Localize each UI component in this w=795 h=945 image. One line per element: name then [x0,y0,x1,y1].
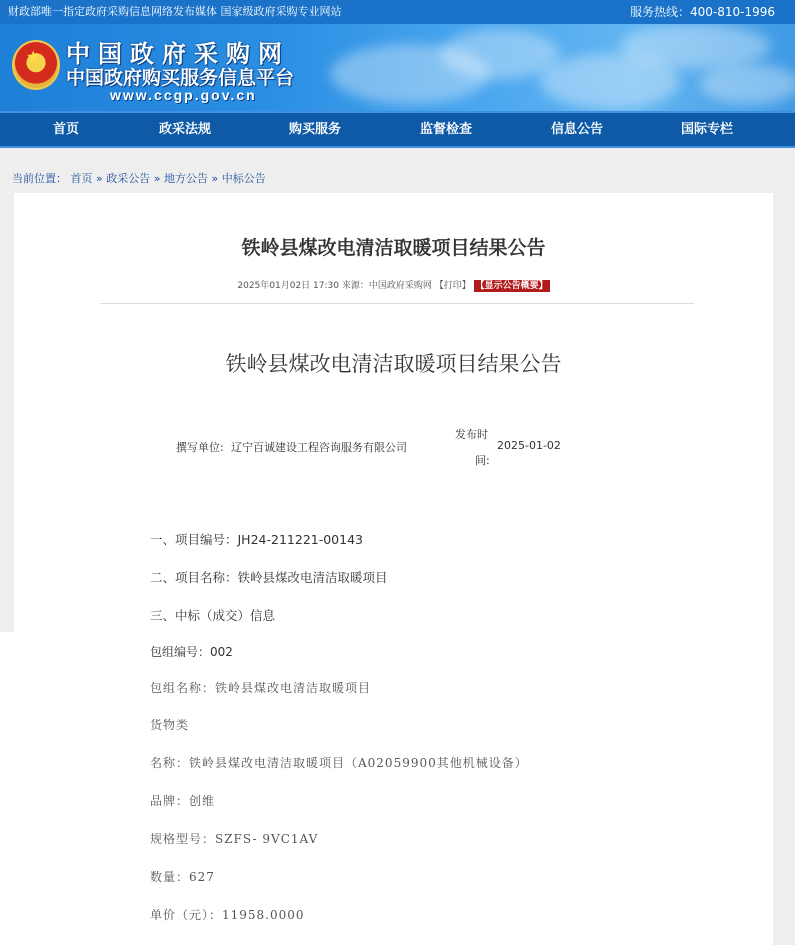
breadcrumb-local-notice[interactable]: 地方公告 [163,172,208,185]
service-hotline: 服务热线：400-810-1996 [629,5,775,19]
award-info-heading: 三、中标（成交）信息 [150,608,276,623]
goods-unit-price: 单价（元）：11958.0000 [150,908,305,922]
goods-brand: 品牌：创维 [150,794,216,808]
author-label: 撰写单位: [176,441,224,454]
project-name: 二、项目名称：铁岭县煤改电清洁取暖项目 [150,570,388,585]
top-bar-tagline: 财政部唯一指定政府采购信息网络发布媒体 国家级政府采购专业网站 [8,5,342,18]
goods-name: 名称：铁岭县煤改电清洁取暖项目（A02059900其他机械设备） [150,756,528,770]
national-emblem-icon: ★ [12,40,60,90]
breadcrumb-prefix: 当前位置： [12,172,67,185]
package-number: 包组编号：002 [150,645,233,659]
breadcrumb-sep: » [207,172,222,185]
breadcrumb-sep: » [150,172,164,185]
goods-quantity: 数量：627 [150,870,215,884]
nav-item-home[interactable]: 首页 [52,122,79,137]
package-name: 包组名称：铁岭县煤改电清洁取暖项目 [150,681,372,695]
article-meta-text: 2025年01月02日 17:30 来源：中国政府采购网 【打印】 [237,281,471,291]
publish-date-value: 2025-01-02 [497,439,561,452]
publish-date-label-line1: 发布时 [455,428,488,441]
show-summary-button[interactable]: 【显示公告概要】 [475,281,548,291]
site-logo-title[interactable]: 中国政府采购网 [66,40,290,68]
nav-item-supervision[interactable]: 监督检查 [419,122,472,137]
main-nav [0,111,795,148]
site-banner [0,24,795,111]
article-panel [14,193,773,945]
site-logo-subtitle: 中国政府购买服务信息平台 [66,67,295,89]
breadcrumb-award-notice[interactable]: 中标公告 [221,172,266,185]
article-meta [14,278,773,291]
nav-item-international[interactable]: 国际专栏 [680,122,733,137]
breadcrumb [12,170,266,186]
author-value: 辽宁百诚建设工程咨询服务有限公司 [231,441,407,454]
breadcrumb-home[interactable]: 首页 [70,172,93,185]
publish-date-label-line2: 间: [475,454,490,467]
project-number: 一、项目编号：JH24-211221-00143 [150,532,363,547]
document-title: 铁岭县煤改电清洁取暖项目结果公告 [225,352,562,376]
page-background-strip [0,632,14,945]
breadcrumb-sep: » [92,172,107,185]
goods-category: 货物类 [150,718,190,732]
top-bar [0,0,795,24]
breadcrumb-procurement-notice[interactable]: 政采公告 [106,172,151,185]
divider [100,303,694,304]
goods-model: 规格型号：SZFS- 9VC1AV [150,832,319,846]
nav-item-regulations[interactable]: 政采法规 [158,122,211,137]
article-title: 铁岭县煤改电清洁取暖项目结果公告 [241,237,546,259]
nav-item-announcements[interactable]: 信息公告 [550,122,603,137]
site-logo-url: www.ccgp.gov.cn [110,87,257,103]
nav-item-purchase-services[interactable]: 购买服务 [288,122,341,137]
